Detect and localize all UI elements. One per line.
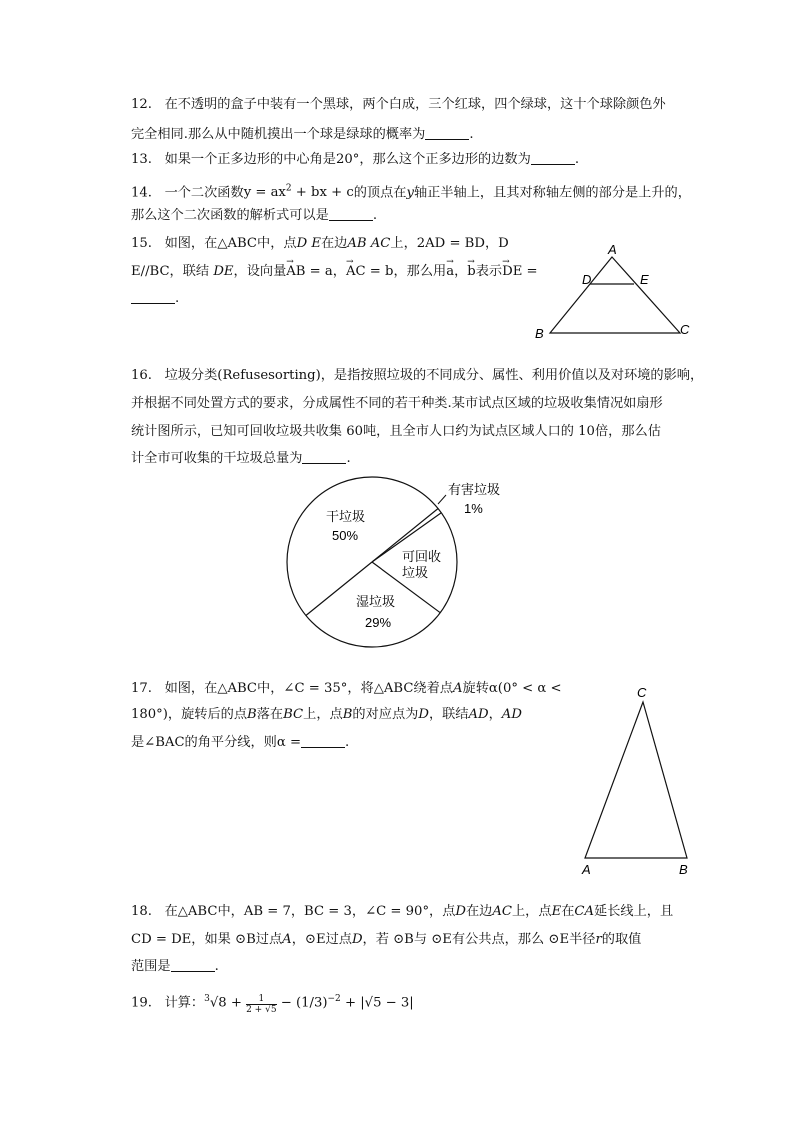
q17-l1a: 如图，在 [164, 681, 218, 696]
q12-number: 12. [131, 97, 152, 112]
q18-l1b: 中， [217, 904, 244, 919]
q18-l2d: 的取值 [601, 932, 642, 947]
q17-range: α(0° < α < [488, 681, 562, 696]
q14-line1 [131, 180, 691, 202]
q18-line2 [131, 931, 641, 949]
q17-l2e: 的对应点为 [352, 707, 419, 722]
q15-line2: E//BC，联结 DE，设向量→ AB = a，→ AC = b，那么用→ a，→ b表示→ DE = [131, 263, 538, 281]
q12-text: 在不透明的盒子中装有一个黑球，两个白成，三个红球，四个绿球，这十个球除颜色外 [164, 97, 666, 112]
q18-ca: CA [574, 904, 595, 919]
q17-label-a: A [582, 862, 591, 877]
q15-triangle-figure [530, 240, 700, 345]
q17-line3: 是∠BAC的角平分线，则α = . [131, 735, 350, 750]
q15-text-d: 上， [390, 236, 417, 251]
q18-number: 18. [131, 904, 152, 919]
q17-label-c: C [637, 685, 647, 700]
pie-value-wet: 29% [365, 615, 392, 630]
q14-line2: 那么这个二次函数的解析式可以是 . [131, 208, 378, 223]
q14-text2: 那么这个二次函数的解析式可以是 [131, 208, 329, 223]
q15-label-a: A [608, 242, 617, 257]
q17-l3a: 是∠BAC的角平分线，则α = [131, 735, 302, 750]
q13-angle: 20° [336, 152, 360, 167]
q18-answer-blank[interactable] [171, 959, 215, 972]
q14-axis: y [406, 185, 414, 201]
q17-triangle-2: △ABC [373, 681, 414, 696]
q15-eq-end: = [522, 264, 538, 279]
q15-vector-b: → b [467, 263, 475, 281]
pie-label-recyclable-1: 可回收 [402, 549, 442, 564]
q18-l2c: ，若 ⊙B与 ⊙E有公共点，那么 ⊙E半径 [362, 932, 596, 947]
q15-text-a: 如图，在 [164, 236, 218, 251]
q14-number: 14. [131, 185, 152, 201]
q14-answer-blank[interactable] [329, 208, 373, 221]
q18-triangle: △ABC [177, 904, 218, 919]
q17-l1d: 绕着点 [413, 681, 453, 696]
q17-point-d: D [418, 707, 429, 722]
q13-number: 13. [131, 152, 152, 167]
q19-plus1: + [226, 995, 247, 1011]
q16-text3: 统计图所示，已知可回收垃圾共收集 60吨，且全市人口约为试点区域人口的 10倍，那么估 [131, 424, 661, 439]
q15-line3: . [131, 290, 179, 308]
q18-radius: r [595, 932, 602, 947]
q17-ad-2: AD [501, 707, 522, 722]
pie-label-dry: 干垃圾 [326, 509, 366, 524]
q15-text-b: 中，点 [257, 236, 297, 251]
q17-l2a: 180°) [131, 707, 168, 722]
q15-vector-a: → a [446, 263, 454, 281]
q14-text-c: 轴正半轴上，且其对称轴左侧的部分是上升的， [413, 185, 691, 201]
q19-plus2: + [340, 995, 361, 1011]
q17-bc: BC [283, 707, 304, 722]
q19-line: 19. 计算：$^3$√8 + $\frac{1}{2 + √5}$ − $(1/3)^{-2} + |√5 - 3|$ [131, 994, 414, 1016]
pie-chart [280, 475, 520, 655]
q19-label: 计算： [164, 995, 205, 1011]
q17-line1 [131, 680, 562, 698]
q17-l2b: ，旋转后的点 [167, 707, 248, 722]
q16-answer-blank[interactable] [302, 451, 346, 464]
q17-line2 [131, 706, 522, 724]
q15-sides: AB AC [347, 236, 391, 251]
q17-point-b: B [247, 707, 257, 722]
q14-func: $y = ax^2$ + bx + c [243, 184, 354, 201]
q16-line2 [131, 395, 663, 413]
q18-line3: 范围是 . [131, 959, 219, 974]
q14-text-a: 一个二次函数 [164, 185, 244, 201]
q17-l2c: 落在 [256, 707, 284, 722]
q15-label-e: E [640, 272, 649, 287]
q19-number: 19. [131, 995, 152, 1011]
q17-triangle: △ABC [217, 681, 258, 696]
q18-l2b: ，⊙E过点 [291, 932, 352, 947]
q19-abs: |√5 − 3| [360, 995, 414, 1011]
q15-text-c: 在边 [320, 236, 348, 251]
q17-triangle-figure [575, 682, 695, 877]
q17-answer-blank[interactable] [301, 735, 345, 748]
q17-point-b-2: B [342, 707, 353, 722]
q17-angle: ∠C = 35° [283, 681, 348, 696]
q15-label-d: D [582, 272, 592, 287]
q15-vector-de: → DE [502, 263, 522, 281]
q18-l1c: ，点 [429, 904, 456, 919]
q18-l1g: 延长线上，且 [594, 904, 674, 919]
pie-value-dry: 50% [332, 528, 359, 543]
q18-point-d: D [455, 904, 466, 919]
q17-l2g: ， [488, 707, 502, 722]
q13-text-b: ，那么这个正多边形的边数为 [359, 152, 531, 167]
q19-paren: (1/3) [295, 995, 328, 1011]
q18-l3: 范围是 [131, 959, 171, 974]
q19-cbrt-index: 3 [204, 994, 210, 1004]
q15-label-b: B [535, 326, 544, 341]
q19-fraction: $\frac{1}{2 + √5}$ [246, 994, 277, 1016]
q13-line: 13. 如果一个正多边形的中心角是20°，那么这个正多边形的边数为 . [131, 152, 580, 167]
q12-line1 [131, 96, 666, 114]
q17-l2f: ，联结 [428, 707, 469, 722]
q13-answer-blank[interactable] [531, 152, 575, 165]
q17-label-b: B [679, 862, 688, 877]
q17-l1c: ，将 [347, 681, 374, 696]
q15-line2-c: ，那么用 [393, 264, 447, 279]
q15-de: DE [213, 264, 234, 279]
q15-number: 15. [131, 236, 152, 251]
pie-leader-line [438, 495, 446, 504]
q15-triangle: △ABC [217, 236, 258, 251]
q15-line1 [131, 235, 509, 253]
q17-point-a: A [452, 681, 463, 696]
q18-condition: AB = 7，BC = 3，∠C = 90° [243, 904, 430, 919]
q18-ac: AC [492, 904, 512, 919]
q15-eq-a: = a [305, 264, 333, 279]
pie-label-recyclable-2: 垃圾 [402, 565, 429, 580]
pie-label-wet: 湿垃圾 [356, 594, 396, 609]
q19-exponent: −2 [327, 994, 341, 1004]
q17-ad: AD [468, 707, 489, 722]
q16-line4: 计全市可收集的干垃圾总量为 . [131, 451, 351, 466]
q12-line2: 完全相同.那么从中随机摸出一个球是绿球的概率为 . [131, 127, 474, 142]
q18-l1d: 在边 [466, 904, 493, 919]
q15-condition: 2AD = BD，D [416, 236, 509, 251]
q15-line2-a: E//BC，联结 [131, 264, 210, 279]
q16-line1 [131, 367, 703, 385]
q17-l2d: 上，点 [303, 707, 343, 722]
q13-text-a: 如果一个正多边形的中心角是 [164, 152, 336, 167]
q18-l1f: 在 [561, 904, 575, 919]
pie-value-hazardous: 1% [464, 501, 483, 516]
q14-text-b: 的顶点在 [353, 185, 407, 201]
q18-point-d-2: D [351, 932, 363, 947]
q15-label-c: C [680, 322, 690, 337]
q18-l1a: 在 [164, 904, 178, 919]
q16-text4: 计全市可收集的干垃圾总量为 [131, 451, 303, 466]
pie-label-hazardous: 有害垃圾 [448, 482, 501, 497]
q17-l1b: 中， [257, 681, 284, 696]
q19-minus: − [276, 995, 296, 1011]
q15-line2-b: ，设向量 [233, 264, 287, 279]
q18-point-a: A [282, 932, 292, 947]
q17-number: 17. [131, 681, 152, 696]
q15-vector-ab: → AB [286, 263, 305, 281]
q15-eq-b: = b [365, 264, 394, 279]
q18-l2a: CD = DE，如果 ⊙B过点 [131, 932, 283, 947]
q12-text2: 完全相同.那么从中随机摸出一个球是绿球的概率为 [131, 127, 426, 142]
q18-point-e: E [551, 904, 562, 919]
q15-points-de: D E [296, 236, 321, 251]
q17-l1e: 旋转 [462, 681, 489, 696]
q16-number: 16. [131, 368, 152, 383]
q18-l1e: 上，点 [512, 904, 552, 919]
q12-answer-blank[interactable] [425, 127, 469, 140]
q19-cbrt-arg: 8 [218, 995, 227, 1011]
q16-line3 [131, 423, 661, 441]
q16-text2: 并根据不同处置方式的要求，分成属性不同的若干种类.某市试点区域的垃圾收集情况如扇形 [131, 396, 663, 411]
q15-answer-blank[interactable] [131, 291, 175, 304]
q16-text1: 垃圾分类(Refusesorting)，是指按照垃圾的不同成分、属性、利用价值以及对环境的影响， [164, 368, 704, 383]
q15-line2-d: 表示 [475, 264, 503, 279]
q18-line1 [131, 903, 673, 921]
q15-vector-ac: → AC [346, 263, 366, 281]
